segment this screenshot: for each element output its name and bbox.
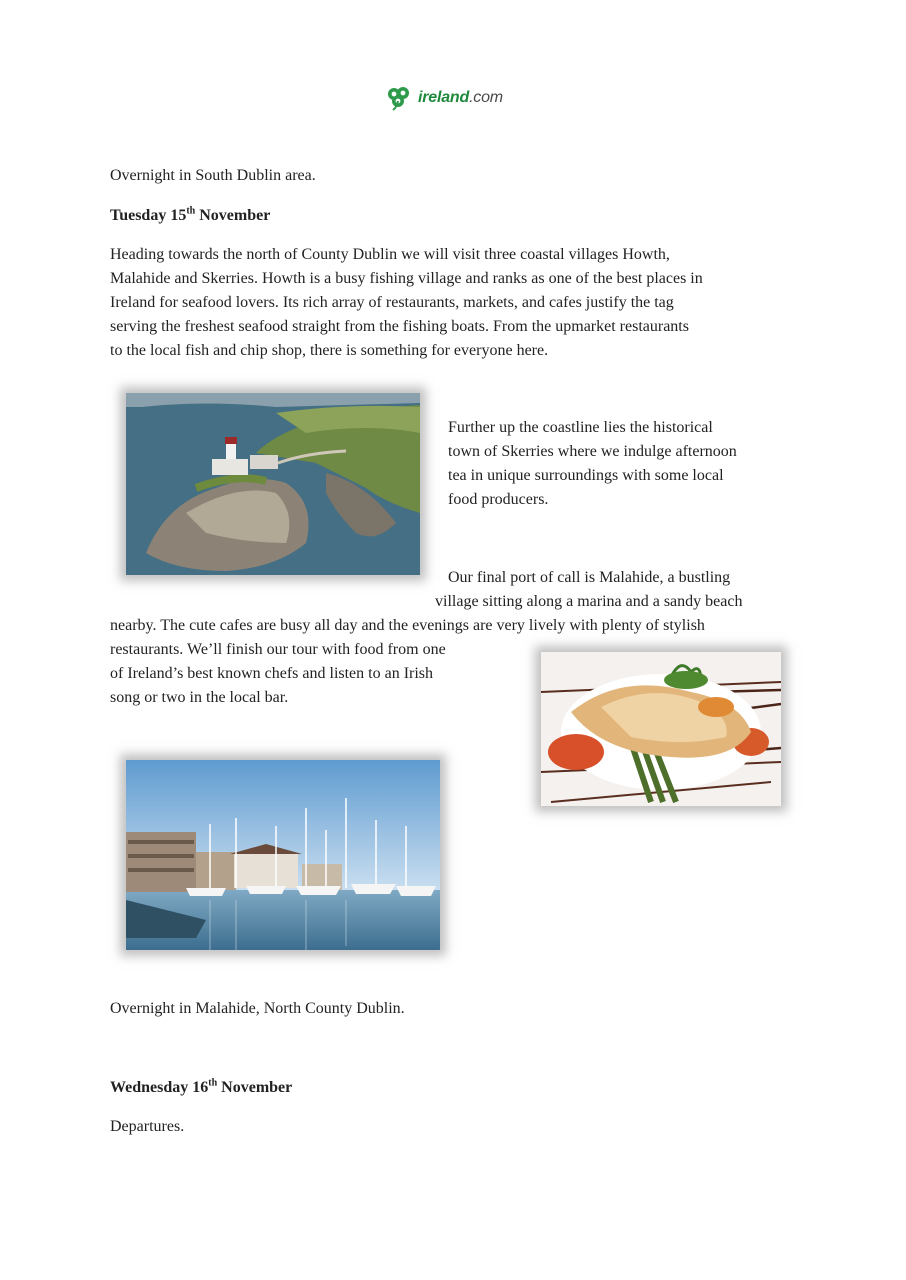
skerries-paragraph-line: town of Skerries where we indulge afternoon	[448, 443, 737, 460]
malahide-paragraph-line: Our final port of call is Malahide, a bustling	[448, 569, 731, 586]
marina-photo	[126, 760, 440, 950]
intro-paragraph-line: Heading towards the north of County Dublin we will visit three coastal villages Howth,	[110, 246, 670, 263]
malahide-paragraph-line: nearby. The cute cafes are busy all day and the evenings are very lively with plenty of stylish	[110, 617, 705, 634]
malahide-paragraph-line: of Ireland’s best known chefs and listen to an Irish	[110, 665, 434, 682]
malahide-paragraph-line: restaurants. We’ll finish our tour with food from one	[110, 641, 446, 658]
overnight-south-dublin: Overnight in South Dublin area.	[110, 167, 316, 184]
logo-wordmark: ireland.com	[418, 89, 503, 106]
skerries-paragraph-line: food producers.	[448, 491, 549, 508]
lighthouse-photo	[126, 393, 420, 575]
departures-text: Departures.	[110, 1118, 185, 1135]
skerries-paragraph-line: tea in unique surroundings with some local	[448, 467, 724, 484]
intro-paragraph-line: serving the freshest seafood straight from the fishing boats. From the upmarket restaurants	[110, 318, 689, 335]
malahide-paragraph-line: village sitting along a marina and a sandy beach	[435, 593, 743, 610]
day-heading-wednesday: Wednesday 16th November	[110, 1077, 293, 1096]
intro-paragraph-line: to the local fish and chip shop, there is something for everyone here.	[110, 342, 549, 359]
intro-paragraph-line: Ireland for seafood lovers. Its rich array of restaurants, markets, and cafes justify the tag	[110, 294, 674, 311]
intro-paragraph-line: Malahide and Skerries. Howth is a busy fishing village and ranks as one of the best places in	[110, 270, 703, 287]
malahide-paragraph-line: song or two in the local bar.	[110, 689, 289, 706]
shamrock-icon	[384, 85, 414, 111]
ireland-logo	[384, 84, 503, 112]
overnight-malahide: Overnight in Malahide, North County Dublin.	[110, 1000, 405, 1017]
skerries-paragraph-line: Further up the coastline lies the historical	[448, 419, 713, 436]
day-heading-tuesday: Tuesday 15th November	[110, 205, 271, 224]
seafood-dish-photo	[541, 652, 781, 806]
